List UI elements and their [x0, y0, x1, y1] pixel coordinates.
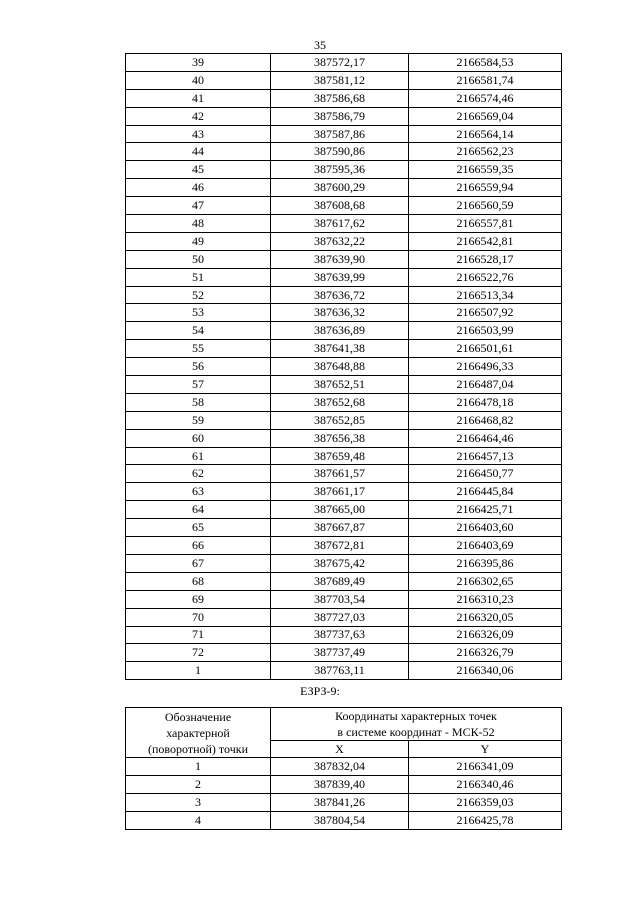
point-number-cell: 50: [126, 250, 271, 268]
x-coordinate-cell: 387659,48: [271, 447, 409, 465]
y-coordinate-cell: 2166425,78: [409, 811, 562, 829]
y-coordinate-cell: 2166310,23: [409, 590, 562, 608]
table-row: [126, 161, 562, 179]
x-coordinate-cell: 387652,68: [271, 393, 409, 411]
table-row: [126, 107, 562, 125]
table-row: [126, 775, 562, 793]
y-coordinate-cell: 2166468,82: [409, 411, 562, 429]
point-number-cell: 67: [126, 554, 271, 572]
table-row: [126, 340, 562, 358]
y-coordinate-cell: 2166569,04: [409, 107, 562, 125]
point-number-cell: 70: [126, 608, 271, 626]
page-number: 35: [314, 38, 326, 52]
point-number-cell: 72: [126, 644, 271, 662]
point-number-cell: 2: [126, 775, 271, 793]
y-coordinate-cell: 2166320,05: [409, 608, 562, 626]
y-coordinate-cell: 2166340,46: [409, 775, 562, 793]
coordinates-header: [271, 708, 562, 741]
point-number-cell: 4: [126, 811, 271, 829]
table-row: [126, 268, 562, 286]
point-number-cell: 44: [126, 143, 271, 161]
x-coordinate-cell: 387839,40: [271, 775, 409, 793]
point-number-cell: 43: [126, 125, 271, 143]
x-coordinate-cell: 387832,04: [271, 758, 409, 776]
x-coordinate-cell: 387661,17: [271, 483, 409, 501]
point-number-cell: 45: [126, 161, 271, 179]
y-coordinate-cell: 2166584,53: [409, 54, 562, 72]
point-number-cell: 59: [126, 411, 271, 429]
x-coordinate-cell: 387804,54: [271, 811, 409, 829]
x-coordinate-cell: 387641,38: [271, 340, 409, 358]
table-row: [126, 125, 562, 143]
x-column-header: X: [271, 741, 409, 758]
x-coordinate-cell: 387727,03: [271, 608, 409, 626]
section-title: ЕЗРЗ-9:: [300, 684, 340, 698]
x-coordinate-cell: 387636,89: [271, 322, 409, 340]
y-coordinate-cell: 2166559,35: [409, 161, 562, 179]
x-coordinate-cell: 387737,63: [271, 626, 409, 644]
y-coordinate-cell: 2166513,34: [409, 286, 562, 304]
point-number-cell: 1: [126, 758, 271, 776]
point-number-cell: 60: [126, 429, 271, 447]
header-line: (поворотной) точки: [148, 741, 248, 756]
x-coordinate-cell: 387636,72: [271, 286, 409, 304]
point-designation-header: [126, 708, 271, 758]
x-coordinate-cell: 387737,49: [271, 644, 409, 662]
x-coordinate-cell: 387656,38: [271, 429, 409, 447]
point-number-cell: 42: [126, 107, 271, 125]
x-coordinate-cell: 387841,26: [271, 793, 409, 811]
y-coordinate-cell: 2166450,77: [409, 465, 562, 483]
y-coordinate-cell: 2166557,81: [409, 215, 562, 233]
ezrz-9-table-body: [126, 758, 562, 830]
y-coordinate-cell: 2166574,46: [409, 89, 562, 107]
point-number-cell: 1: [126, 662, 271, 680]
table-row: [126, 322, 562, 340]
y-coordinate-cell: 2166403,69: [409, 537, 562, 555]
y-coordinate-cell: 2166464,46: [409, 429, 562, 447]
table-row: [126, 179, 562, 197]
header-line: Обозначение: [164, 709, 232, 724]
table-row: [126, 215, 562, 233]
x-coordinate-cell: 387652,51: [271, 376, 409, 394]
point-number-cell: 40: [126, 71, 271, 89]
y-coordinate-cell: 2166359,03: [409, 793, 562, 811]
table-row: [126, 376, 562, 394]
point-number-cell: 49: [126, 232, 271, 250]
x-coordinate-cell: 387689,49: [271, 572, 409, 590]
point-number-cell: 41: [126, 89, 271, 107]
table-row: [126, 197, 562, 215]
table-row: [126, 71, 562, 89]
table-row: [126, 572, 562, 590]
x-coordinate-cell: 387665,00: [271, 501, 409, 519]
x-coordinate-cell: 387763,11: [271, 662, 409, 680]
point-number-cell: 51: [126, 268, 271, 286]
x-coordinate-cell: 387600,29: [271, 179, 409, 197]
table-row: [126, 662, 562, 680]
point-number-cell: 47: [126, 197, 271, 215]
x-coordinate-cell: 387648,88: [271, 358, 409, 376]
x-coordinate-cell: 387587,86: [271, 125, 409, 143]
table-row: [126, 250, 562, 268]
header-line: в системе координат - МСК-52: [337, 725, 495, 739]
y-coordinate-cell: 2166496,33: [409, 358, 562, 376]
point-number-cell: 46: [126, 179, 271, 197]
y-coordinate-cell: 2166326,79: [409, 644, 562, 662]
point-number-cell: 56: [126, 358, 271, 376]
point-number-cell: 69: [126, 590, 271, 608]
y-coordinate-cell: 2166581,74: [409, 71, 562, 89]
coordinates-table-continued: [125, 53, 562, 680]
coordinates-table-body: [126, 54, 562, 680]
point-number-cell: 52: [126, 286, 271, 304]
y-column-header: Y: [409, 741, 562, 758]
y-coordinate-cell: 2166403,60: [409, 519, 562, 537]
y-coordinate-cell: 2166487,04: [409, 376, 562, 394]
table-row: [126, 54, 562, 72]
y-coordinate-cell: 2166522,76: [409, 268, 562, 286]
table-row: [126, 793, 562, 811]
table-row: [126, 519, 562, 537]
point-number-cell: 65: [126, 519, 271, 537]
table-row: [126, 411, 562, 429]
point-number-cell: 48: [126, 215, 271, 233]
y-coordinate-cell: 2166564,14: [409, 125, 562, 143]
point-number-cell: 57: [126, 376, 271, 394]
x-coordinate-cell: 387586,79: [271, 107, 409, 125]
y-coordinate-cell: 2166559,94: [409, 179, 562, 197]
point-number-cell: 61: [126, 447, 271, 465]
x-coordinate-cell: 387632,22: [271, 232, 409, 250]
y-coordinate-cell: 2166503,99: [409, 322, 562, 340]
y-coordinate-cell: 2166542,81: [409, 232, 562, 250]
x-coordinate-cell: 387636,32: [271, 304, 409, 322]
table-row: [126, 590, 562, 608]
point-number-cell: 55: [126, 340, 271, 358]
y-coordinate-cell: 2166457,13: [409, 447, 562, 465]
x-coordinate-cell: 387652,85: [271, 411, 409, 429]
x-coordinate-cell: 387608,68: [271, 197, 409, 215]
table-row: [126, 304, 562, 322]
y-coordinate-cell: 2166478,18: [409, 393, 562, 411]
point-number-cell: 53: [126, 304, 271, 322]
table-row: [126, 143, 562, 161]
y-coordinate-cell: 2166501,61: [409, 340, 562, 358]
y-coordinate-cell: 2166340,06: [409, 662, 562, 680]
header-line: Координаты характерных точек: [335, 709, 497, 723]
x-coordinate-cell: 387590,86: [271, 143, 409, 161]
x-coordinate-cell: 387703,54: [271, 590, 409, 608]
y-coordinate-cell: 2166507,92: [409, 304, 562, 322]
x-coordinate-cell: 387661,57: [271, 465, 409, 483]
header-line: характерной: [166, 725, 230, 740]
point-number-cell: 66: [126, 537, 271, 555]
x-coordinate-cell: 387581,12: [271, 71, 409, 89]
table-row: [126, 758, 562, 776]
table-row: [126, 483, 562, 501]
table-row: [126, 811, 562, 829]
table-row: [126, 232, 562, 250]
x-coordinate-cell: 387675,42: [271, 554, 409, 572]
x-coordinate-cell: 387617,62: [271, 215, 409, 233]
y-coordinate-cell: 2166528,17: [409, 250, 562, 268]
table-row: [126, 429, 562, 447]
table-row: [126, 608, 562, 626]
y-coordinate-cell: 2166395,86: [409, 554, 562, 572]
y-coordinate-cell: 2166341,09: [409, 758, 562, 776]
table-row: [126, 465, 562, 483]
table-row: [126, 447, 562, 465]
table-row: [126, 626, 562, 644]
point-number-cell: 68: [126, 572, 271, 590]
table-header: [126, 708, 562, 758]
x-coordinate-cell: 387586,68: [271, 89, 409, 107]
x-coordinate-cell: 387572,17: [271, 54, 409, 72]
table-row: [126, 501, 562, 519]
table-row: [126, 644, 562, 662]
point-number-cell: 54: [126, 322, 271, 340]
point-number-cell: 71: [126, 626, 271, 644]
table-row: [126, 286, 562, 304]
x-coordinate-cell: 387595,36: [271, 161, 409, 179]
table-row: [126, 358, 562, 376]
y-coordinate-cell: 2166326,09: [409, 626, 562, 644]
x-coordinate-cell: 387672,81: [271, 537, 409, 555]
y-coordinate-cell: 2166562,23: [409, 143, 562, 161]
table-row: [126, 89, 562, 107]
point-number-cell: 62: [126, 465, 271, 483]
point-number-cell: 39: [126, 54, 271, 72]
table-row: [126, 393, 562, 411]
x-coordinate-cell: 387639,99: [271, 268, 409, 286]
y-coordinate-cell: 2166302,65: [409, 572, 562, 590]
point-number-cell: 58: [126, 393, 271, 411]
point-number-cell: 64: [126, 501, 271, 519]
y-coordinate-cell: 2166425,71: [409, 501, 562, 519]
ezrz-9-coordinates-table: [125, 707, 562, 830]
x-coordinate-cell: 387667,87: [271, 519, 409, 537]
table-row: [126, 537, 562, 555]
y-coordinate-cell: 2166560,59: [409, 197, 562, 215]
x-coordinate-cell: 387639,90: [271, 250, 409, 268]
table-row: [126, 554, 562, 572]
point-number-cell: 63: [126, 483, 271, 501]
y-coordinate-cell: 2166445,84: [409, 483, 562, 501]
point-number-cell: 3: [126, 793, 271, 811]
